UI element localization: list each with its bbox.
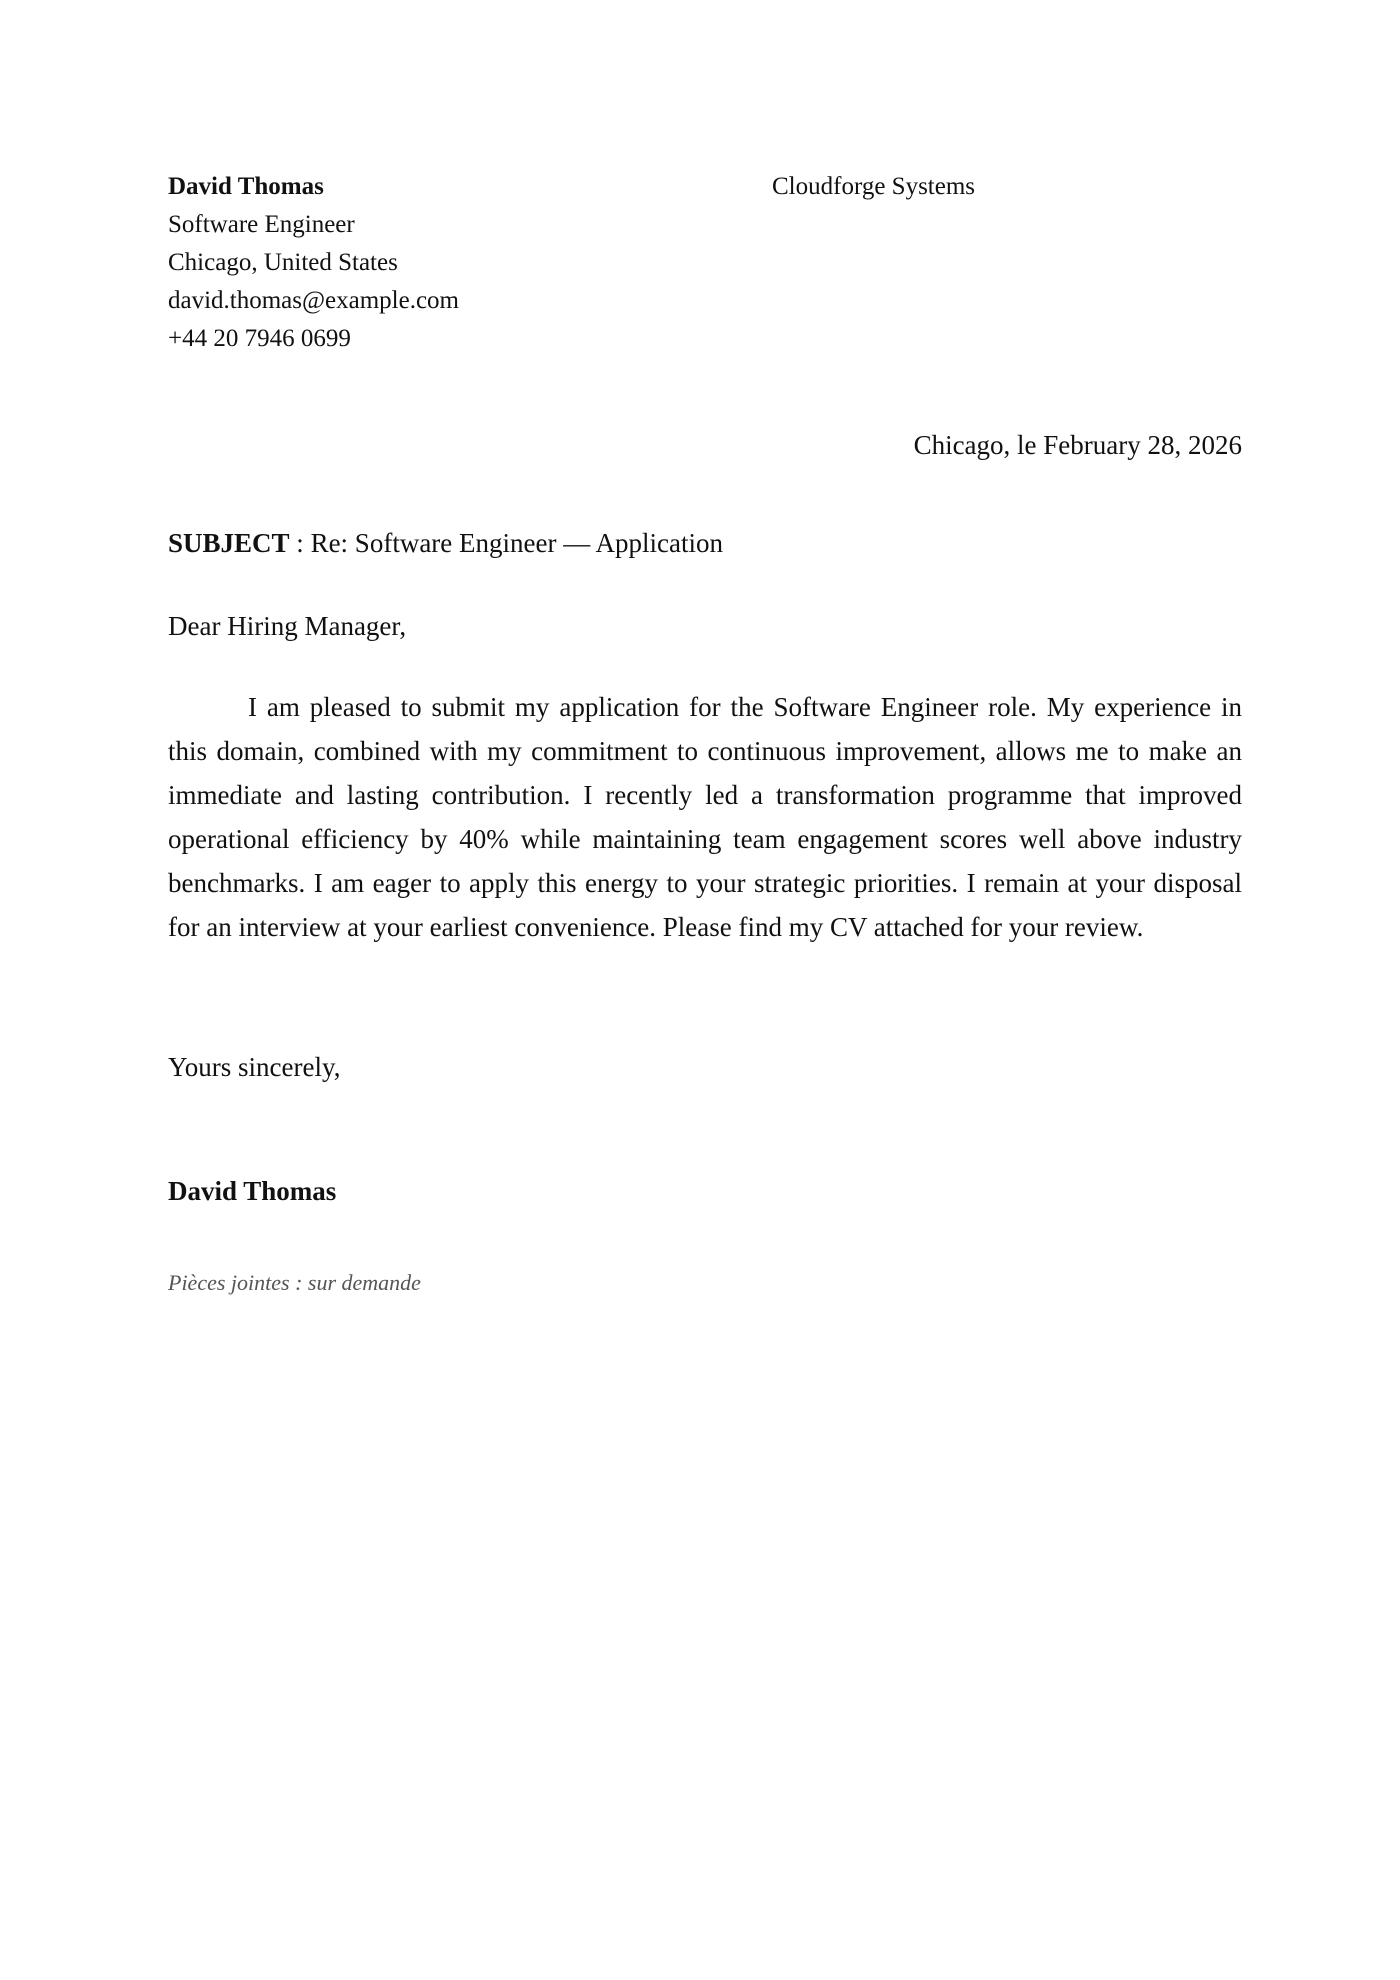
- salutation: Dear Hiring Manager,: [168, 611, 407, 641]
- subject-text: Re: Software Engineer — Application: [310, 528, 723, 558]
- sender-name: David Thomas: [168, 173, 324, 200]
- signature-name: David Thomas: [168, 1176, 337, 1206]
- subject-line: [168, 524, 723, 562]
- recipient-block: [772, 168, 975, 206]
- subject-separator: :: [289, 528, 311, 558]
- closing: Yours sincerely,: [168, 1052, 341, 1082]
- date-line: Chicago, le February 28, 2026: [913, 430, 1242, 460]
- sender-email: david.thomas@example.com: [168, 287, 460, 314]
- subject-label: SUBJECT: [168, 528, 290, 558]
- letter-body: I am pleased to submit my application for the Software Engineer role. My experience in this domain, combined with my commitment to continuous improvement, allows me to make an immediate and lasting contribution. I recently led a transformation programme that improved operational efficiency by 40% while maintaining team engagement scores well above industry benchmarks. I am eager to apply this energy to your strategic priorities. I remain at your disposal for an interview at your earliest convenience. Please find my CV attached for your review.: [168, 692, 1242, 942]
- sender-title: Software Engineer: [168, 211, 355, 238]
- sender-phone: +44 20 7946 0699: [168, 325, 351, 352]
- enclosure-note: Pièces jointes : sur demande: [168, 1270, 421, 1295]
- recipient-company: Cloudforge Systems: [772, 173, 976, 200]
- sender-location: Chicago, United States: [168, 249, 398, 276]
- sender-block: [168, 168, 459, 358]
